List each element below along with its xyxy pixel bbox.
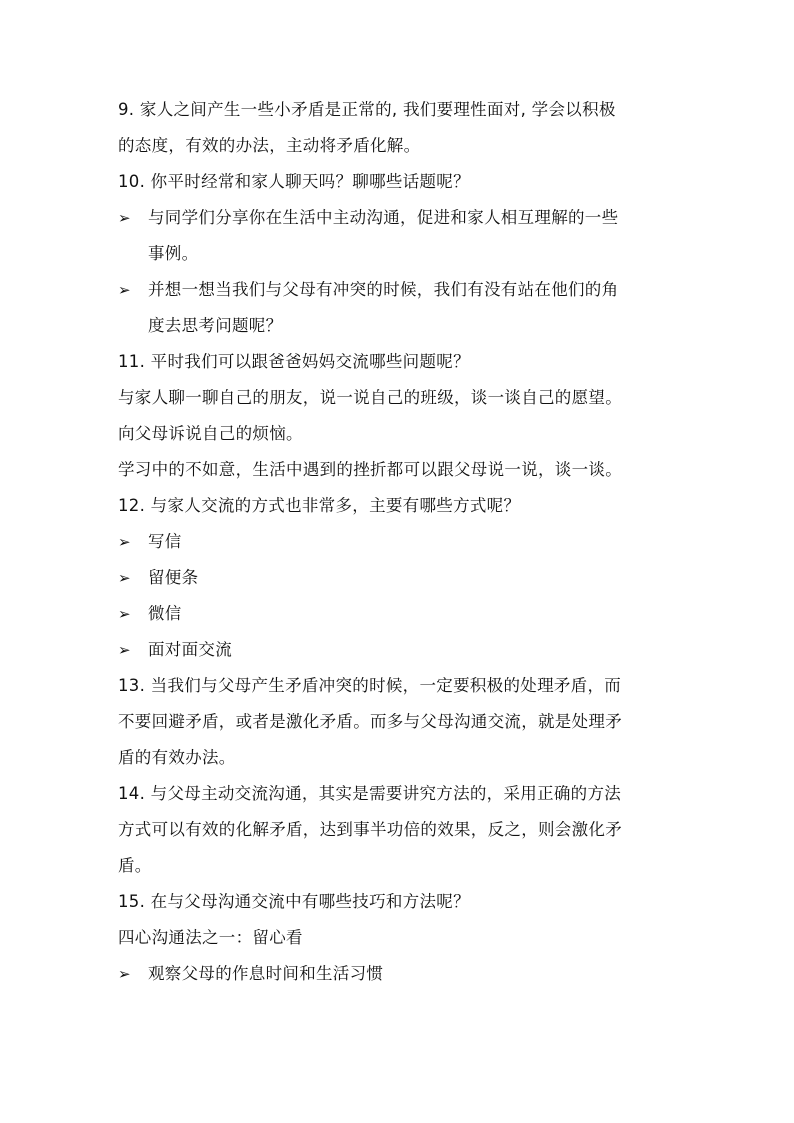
bullet-item (118, 632, 688, 668)
bullet-line: 面对面交流 (148, 640, 232, 659)
paragraph-line: 向父母诉说自己的烦恼。 (118, 424, 303, 443)
document-body (118, 92, 688, 992)
paragraph-line: 盾。 (118, 856, 152, 875)
arrow-bullet-icon: ➢ (118, 605, 131, 623)
bullet-item (118, 200, 688, 272)
arrow-bullet-icon: ➢ (118, 965, 131, 983)
paragraph-9 (118, 92, 688, 164)
paragraph-line: 盾的有效办法。 (118, 748, 236, 767)
question-15: 15. 在与父母沟通交流中有哪些技巧和方法呢？ (118, 892, 470, 911)
bullet-item (118, 560, 688, 596)
arrow-bullet-icon: ➢ (118, 281, 131, 299)
arrow-bullet-icon: ➢ (118, 209, 131, 227)
question-10: 10. 你平时经常和家人聊天吗？聊哪些话题呢？ (118, 172, 470, 191)
paragraph-line: 四心沟通法之一：留心看 (118, 928, 303, 947)
arrow-bullet-icon: ➢ (118, 569, 131, 587)
arrow-bullet-icon: ➢ (118, 533, 131, 551)
question-11: 11. 平时我们可以跟爸爸妈妈交流哪些问题呢？ (118, 352, 470, 371)
bullet-line: 微信 (148, 604, 182, 623)
bullet-item (118, 596, 688, 632)
bullet-item (118, 272, 688, 344)
bullet-line: 与同学们分享你在生活中主动沟通，促进和家人相互理解的一些 (148, 208, 619, 227)
paragraph-13 (118, 668, 688, 776)
bullet-item (118, 524, 688, 560)
paragraph-line: 不要回避矛盾，或者是激化矛盾。而多与父母沟通交流，就是处理矛 (118, 712, 622, 731)
paragraph-line: 学习中的不如意，生活中遇到的挫折都可以跟父母说一说，谈一谈。 (118, 460, 622, 479)
bullet-item (118, 956, 688, 992)
paragraph-line: 13. 当我们与父母产生矛盾冲突的时候，一定要积极的处理矛盾，而 (118, 676, 622, 695)
question-12: 12. 与家人交流的方式也非常多，主要有哪些方式呢？ (118, 496, 521, 515)
bullet-line: 事例。 (148, 244, 199, 263)
paragraph-line: 方式可以有效的化解矛盾，达到事半功倍的效果，反之，则会激化矛 (118, 820, 622, 839)
paragraph-line: 与家人聊一聊自己的朋友，说一说自己的班级，谈一谈自己的愿望。 (118, 388, 622, 407)
bullet-line: 观察父母的作息时间和生活习惯 (148, 964, 384, 983)
bullet-line: 并想一想当我们与父母有冲突的时候，我们有没有站在他们的角 (148, 280, 619, 299)
paragraph-14 (118, 776, 688, 884)
arrow-bullet-icon: ➢ (118, 641, 131, 659)
paragraph-line: 的态度，有效的办法，主动将矛盾化解。 (118, 136, 421, 155)
bullet-line: 度去思考问题呢？ (148, 316, 283, 335)
paragraph-line: 9. 家人之间产生一些小矛盾是正常的, 我们要理性面对, 学会以积极 (118, 100, 616, 119)
bullet-line: 留便条 (148, 568, 199, 587)
bullet-line: 写信 (148, 532, 182, 551)
paragraph-line: 14. 与父母主动交流沟通，其实是需要讲究方法的，采用正确的方法 (118, 784, 622, 803)
